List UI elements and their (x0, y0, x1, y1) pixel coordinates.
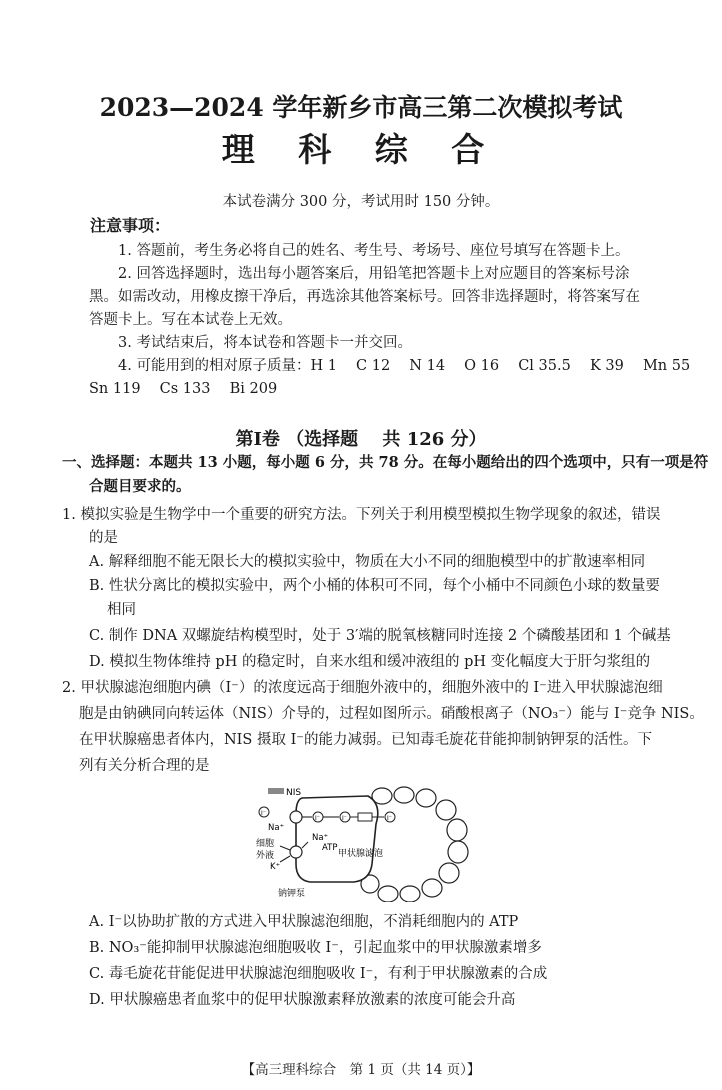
follicle-cell (447, 819, 467, 841)
notes-line-1: 1. 答题前，考生务必将自己的姓名、考生号、考场号、座位号填写在答题卡上。 (118, 243, 630, 259)
q1-stem-2: 的是 (89, 530, 118, 546)
atp-label: ATP (322, 843, 338, 853)
section-title: 第Ⅰ卷 （选择题 共 126 分） (235, 429, 487, 450)
notes-heading: 注意事项： (90, 216, 171, 235)
follicle-cell (378, 886, 398, 902)
q2-option-a: A. I⁻以协助扩散的方式进入甲状腺滤泡细胞，不消耗细胞内的 ATP (89, 914, 519, 930)
q1-option-d: D. 模拟生物体维持 pH 的稳定时，自来水组和缓冲液组的 pH 变化幅度大于肝匀浆组的 (89, 654, 651, 670)
follicle-cell (416, 789, 436, 807)
extracellular-label-1: 细胞 (256, 839, 275, 849)
legend-nis-swatch (268, 788, 284, 794)
section-instruction-1: 一、选择题：本题共 13 小题，每小题 6 分，共 78 分。在每小题给出的四个选项中，只有一项是符 (62, 454, 709, 471)
iodide-label: I⁻ (387, 815, 392, 822)
arrow-line (280, 846, 290, 850)
subject-title: 理 科 综 合 (221, 130, 501, 169)
arrow-line (280, 856, 290, 862)
notes-line-6: 4. 可能用到的相对原子质量：H 1 C 12 N 14 O 16 Cl 35.5 K 39 Mn 55 (118, 358, 691, 374)
section-instruction-2: 合题目要求的。 (89, 478, 191, 495)
notes-line-5: 3. 考试结束后，将本试卷和答题卡一并交回。 (118, 335, 412, 351)
q2-option-b: B. NO₃⁻能抑制甲状腺滤泡细胞吸收 I⁻，引起血浆中的甲状腺激素增多 (89, 940, 542, 956)
q2-option-d: D. 甲状腺癌患者血浆中的促甲状腺激素释放激素的浓度可能会升高 (89, 992, 516, 1008)
q1-option-c: C. 制作 DNA 双螺旋结构模型时，处于 3′端的脱氧核糖同时连接 2 个磷酸基团和 1 个碱基 (89, 628, 671, 644)
follicle-cell (436, 800, 456, 820)
q1-stem-1: 1. 模拟实验是生物学中一个重要的研究方法。下列关于利用模型模拟生物学现象的叙述，错误 (62, 507, 661, 523)
follicle-cell (394, 787, 414, 803)
follicle-cell (439, 863, 459, 883)
q1-option-b-1: B. 性状分离比的模拟实验中，两个小桶的体积可不同，每个小桶中不同颜色小球的数量要 (89, 578, 660, 594)
extracellular-label-2: 外液 (256, 851, 275, 861)
iodide-label: I⁻ (261, 810, 266, 817)
nis-transporter-icon (290, 811, 302, 823)
q2-stem-2: 胞是由钠碘同向转运体（NIS）介导的，过程如图所示。硝酸根离子（NO₃⁻）能与 I⁻竞争 NIS。 (79, 706, 704, 722)
q2-stem-1: 2. 甲状腺滤泡细胞内碘（I⁻）的浓度远高于细胞外液中的，细胞外液中的 I⁻进入甲状腺滤泡细 (62, 680, 663, 696)
pump-label: 钠钾泵 (278, 889, 306, 899)
follicle-label: 甲状腺滤泡 (338, 849, 384, 859)
exam-title: 2023—2024 学年新乡市高三第二次模拟考试 (99, 93, 623, 122)
sodium-potassium-pump-icon (290, 846, 302, 858)
notes-line-3: 黑。如需改动，用橡皮擦干净后，再选涂其他答案标号。回答非选择题时，将答案写在 (89, 289, 640, 305)
q2-option-c: C. 毒毛旋花苷能促进甲状腺滤泡细胞吸收 I⁻，有利于甲状腺激素的合成 (89, 966, 548, 982)
follicle-cell (448, 841, 468, 863)
exam-intro: 本试卷满分 300 分，考试用时 150 分钟。 (222, 194, 500, 210)
nis-transport-diagram (250, 784, 470, 902)
sodium-label: Na⁺ (312, 833, 329, 843)
legend-nis-label: NIS (286, 788, 302, 798)
follicle-cell (400, 886, 420, 902)
q2-stem-4: 列有关分析合理的是 (79, 758, 210, 774)
membrane-channel-icon (358, 813, 372, 821)
q1-option-a: A. 解释细胞不能无限长大的模拟实验中，物质在大小不同的细胞模型中的扩散速率相同 (89, 554, 646, 570)
follicle-cell (422, 879, 442, 897)
potassium-label: K⁺ (270, 862, 281, 872)
notes-line-7: Sn 119 Cs 133 Bi 209 (89, 381, 278, 397)
iodide-label: I⁻ (315, 815, 320, 822)
page-footer: 【高三理科综合 第 1 页（共 14 页）】 (241, 1062, 481, 1078)
iodide-label: I⁻ (342, 815, 347, 822)
notes-line-2: 2. 回答选择题时，选出每小题答案后，用铅笔把答题卡上对应题目的答案标号涂 (118, 266, 630, 282)
sodium-label: Na⁺ (268, 823, 285, 833)
q2-stem-3: 在甲状腺癌患者体内，NIS 摄取 I⁻的能力减弱。已知毒毛旋花苷能抑制钠钾泵的活性。下 (79, 732, 652, 748)
q1-option-b-2: 相同 (107, 602, 136, 618)
follicle-cell-ring (361, 787, 468, 902)
notes-line-4: 答题卡上。写在本试卷上无效。 (89, 312, 292, 328)
follicle-cell-highlighted (296, 796, 378, 882)
